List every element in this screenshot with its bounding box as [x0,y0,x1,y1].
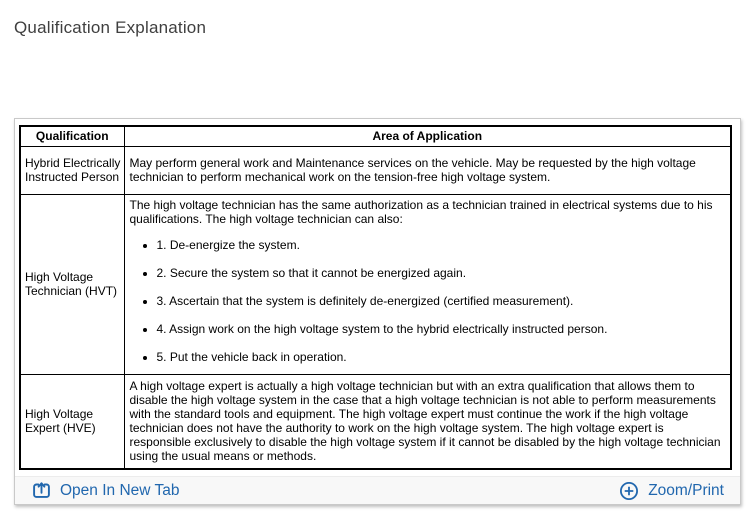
table-row-hybrid-instructed-person [20,146,731,194]
open-in-new-tab-label: Open In New Tab [60,481,180,499]
column-header-area-of-application: Area of Application [124,126,731,146]
application-cell: May perform general work and Maintenance services on the vehicle. May be requested by the high voltage technician to perform mechanical work on the tension-free high voltage system. [124,146,731,194]
table-row-high-voltage-technician [20,194,731,374]
page-title: Qualification Explanation [14,18,207,37]
table-container [15,119,740,476]
zoom-print-button[interactable] [619,481,724,501]
viewer-toolbar [15,476,740,504]
qualification-cell: Hybrid Electrically Instructed Person [20,146,124,194]
list-item: • 1. De-energize the system. [157,238,727,252]
application-cell: A high voltage expert is actually a high voltage technician but with an extra qualification that allows them to disable the high voltage system in the case that a high voltage technician is not able to perform measurements with the standard tools and equipment. The high voltage expert must continue the work if the high voltage technician does not have the authority to work on the high voltage system. The high voltage expert is responsible exclusively to disable the high voltage system if it cannot be disabled by the high voltage technician using the usual means or methods. [124,374,731,469]
column-header-qualification: Qualification [20,126,124,146]
table-header-row [20,126,731,146]
zoom-plus-icon[interactable] [619,481,639,501]
application-cell [124,194,731,374]
qualification-cell: High Voltage Expert (HVE) [20,374,124,469]
qualification-explanation-panel [14,118,741,505]
zoom-print-label: Zoom/Print [648,481,724,499]
list-item: • 3. Ascertain that the system is definitely de-energized (certified measurement). [157,294,727,308]
list-item: • 5. Put the vehicle back in operation. [157,350,727,364]
technician-capabilities-list [130,238,727,364]
list-item: • 2. Secure the system so that it cannot be energized again. [157,266,727,280]
open-in-new-tab-button[interactable] [32,481,179,500]
list-item: • 4. Assign work on the high voltage system to the hybrid electrically instructed person. [157,322,727,336]
table-row-high-voltage-expert [20,374,731,469]
application-intro-text: The high voltage technician has the same authorization as a technician trained in electrical systems due to his qualifications. The high voltage technician can also: [129,198,713,226]
open-in-new-tab-icon[interactable] [32,481,51,500]
qualification-cell: High Voltage Technician (HVT) [20,194,124,374]
qualification-table [19,125,732,470]
